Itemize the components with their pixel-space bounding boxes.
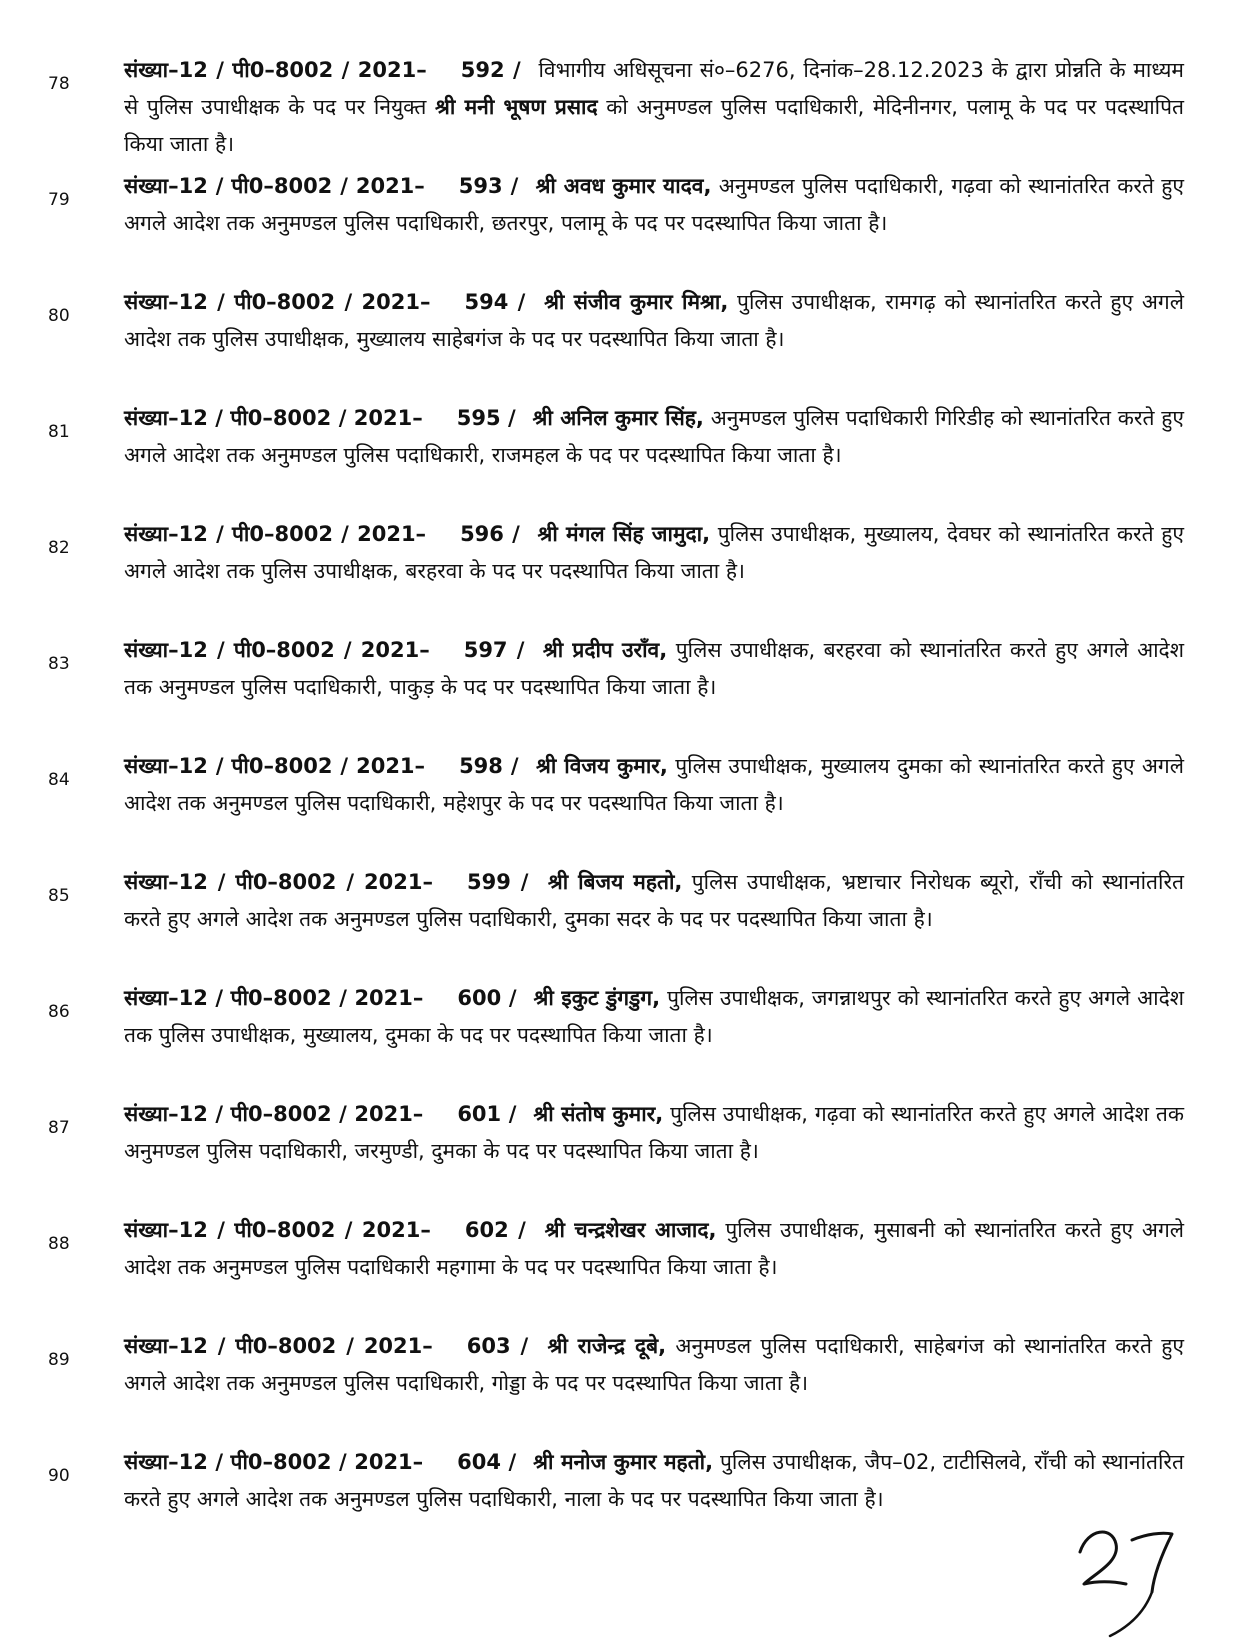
entry-text <box>124 1212 1184 1286</box>
reference-number: संख्या–12 / पी0–8002 / 2021– <box>124 1102 424 1126</box>
entry-post-text: को अनुमण्डल पुलिस पदाधिकारी, मेदिनीनगर, पलामू के पद पर पदस्थापित किया जाता है। <box>124 95 1185 156</box>
serial-number: 81 <box>48 422 70 442</box>
order-number: 599 / <box>466 870 529 894</box>
entry-text <box>124 52 1184 163</box>
reference-number: संख्या–12 / पी0–8002 / 2021– <box>124 1334 433 1358</box>
entry-text <box>124 864 1184 938</box>
entry-text <box>124 516 1184 590</box>
serial-number: 78 <box>48 74 70 94</box>
order-number: 595 / <box>456 406 516 430</box>
order-number: 601 / <box>457 1102 517 1126</box>
entry-post-text: पुलिस उपाधीक्षक, गढ़वा को स्थानांतरित करते हुए अगले आदेश तक अनुमण्डल पुलिस पदाधिकारी, जरमुण्डी, दुमका के पद पर पदस्थापित किया जाता है। <box>124 1102 1184 1163</box>
serial-number: 86 <box>48 1002 70 1022</box>
entry-text <box>124 980 1184 1054</box>
handwritten-signature <box>1050 1500 1220 1640</box>
serial-number: 90 <box>48 1466 70 1486</box>
serial-number: 87 <box>48 1118 70 1138</box>
officer-name: श्री इकुट डुंगडुग, <box>533 986 661 1010</box>
reference-number: संख्या–12 / पी0–8002 / 2021– <box>124 1450 424 1474</box>
reference-number: संख्या–12 / पी0–8002 / 2021– <box>124 290 431 314</box>
reference-number: संख्या–12 / पी0–8002 / 2021– <box>124 986 424 1010</box>
order-number: 598 / <box>459 754 519 778</box>
entry-post-text: अनुमण्डल पुलिस पदाधिकारी, साहेबगंज को स्थानांतरित करते हुए अगले आदेश तक अनुमण्डल पुलिस पदाधिकारी, गोड्डा के पद पर पदस्थापित किया जाता है। <box>124 1334 1185 1395</box>
entry-post-text: पुलिस उपाधीक्षक, मुख्यालय, देवघर को स्थानांतरित करते हुए अगले आदेश तक पुलिस उपाधीक्षक, बरहरवा के पद पर पदस्थापित किया जाता है। <box>124 522 1184 583</box>
order-number: 592 / <box>460 58 521 82</box>
reference-number: संख्या–12 / पी0–8002 / 2021– <box>124 638 430 662</box>
officer-name: श्री मनोज कुमार महतो, <box>533 1450 714 1474</box>
officer-name: श्री राजेन्द्र दूबे, <box>547 1334 667 1358</box>
officer-name: श्री बिजय महतो, <box>547 870 683 894</box>
officer-name: श्री अवध कुमार यादव, <box>535 174 712 198</box>
order-number: 597 / <box>463 638 525 662</box>
serial-number: 89 <box>48 1350 70 1370</box>
officer-name: श्री संतोष कुमार, <box>533 1102 664 1126</box>
entry-post-text: पुलिस उपाधीक्षक, रामगढ़ को स्थानांतरित करते हुए अगले आदेश तक पुलिस उपाधीक्षक, मुख्यालय साहेबगंज के पद पर पदस्थापित किया जाता है। <box>124 290 1184 351</box>
serial-number: 83 <box>48 654 70 674</box>
serial-number: 88 <box>48 1234 70 1254</box>
entry-text <box>124 748 1184 822</box>
entry-text <box>124 1444 1184 1518</box>
reference-number: संख्या–12 / पी0–8002 / 2021– <box>124 1218 431 1242</box>
entry-pre-text: विभागीय अधिसूचना सं०–6276, दिनांक–28.12.2023 के द्वारा प्रोन्नति के माध्यम से पुलिस उपाधीक्षक के पद पर नियुक्त <box>124 58 1184 119</box>
order-number: 604 / <box>457 1450 517 1474</box>
entry-post-text: अनुमण्डल पुलिस पदाधिकारी गिरिडीह को स्थानांतरित करते हुए अगले आदेश तक अनुमण्डल पुलिस पदाधिकारी, राजमहल के पद पर पदस्थापित किया जाता है। <box>124 406 1184 467</box>
order-number: 593 / <box>458 174 519 198</box>
order-number: 602 / <box>464 1218 526 1242</box>
entry-text <box>124 1096 1184 1170</box>
entry-text <box>124 400 1184 474</box>
entry-text <box>124 284 1184 358</box>
entry-post-text: पुलिस उपाधीक्षक, बरहरवा को स्थानांतरित करते हुए अगले आदेश तक अनुमण्डल पुलिस पदाधिकारी, पाकुड़ के पद पर पदस्थापित किया जाता है। <box>124 638 1184 699</box>
officer-name: श्री प्रदीप उराँव, <box>542 638 668 662</box>
order-number: 594 / <box>464 290 526 314</box>
serial-number: 80 <box>48 306 70 326</box>
entry-post-text: पुलिस उपाधीक्षक, मुसाबनी को स्थानांतरित करते हुए अगले आदेश तक अनुमण्डल पुलिस पदाधिकारी महगामा के पद पर पदस्थापित किया जाता है। <box>124 1218 1185 1279</box>
officer-name: श्री चन्द्रशेखर आजाद, <box>544 1218 717 1242</box>
officer-name: श्री मनी भूषण प्रसाद <box>435 95 598 119</box>
reference-number: संख्या–12 / पी0–8002 / 2021– <box>124 754 426 778</box>
entry-text <box>124 168 1184 242</box>
entry-post-text: पुलिस उपाधीक्षक, मुख्यालय दुमका को स्थानांतरित करते हुए अगले आदेश तक अनुमण्डल पुलिस पदाधिकारी, महेशपुर के पद पर पदस्थापित किया जाता है। <box>124 754 1184 815</box>
order-number: 600 / <box>457 986 517 1010</box>
officer-name: श्री विजय कुमार, <box>535 754 668 778</box>
serial-number: 79 <box>48 190 70 210</box>
entry-post-text: पुलिस उपाधीक्षक, भ्रष्टाचार निरोधक ब्यूरो, राँची को स्थानांतरित करते हुए अगले आदेश तक अनुमण्डल पुलिस पदाधिकारी, दुमका सदर के पद पर पदस्थापित किया जाता है। <box>124 870 1185 931</box>
reference-number: संख्या–12 / पी0–8002 / 2021– <box>124 522 427 546</box>
entry-post-text: अनुमण्डल पुलिस पदाधिकारी, गढ़वा को स्थानांतरित करते हुए अगले आदेश तक अनुमण्डल पुलिस पदाधिकारी, छतरपुर, पलामू के पद पर पदस्थापित किया जाता है। <box>124 174 1184 235</box>
entry-post-text: पुलिस उपाधीक्षक, जगन्नाथपुर को स्थानांतरित करते हुए अगले आदेश तक पुलिस उपाधीक्षक, मुख्यालय, दुमका के पद पर पदस्थापित किया जाता है। <box>124 986 1185 1047</box>
serial-number: 85 <box>48 886 70 906</box>
serial-number: 84 <box>48 770 70 790</box>
order-number: 596 / <box>460 522 520 546</box>
officer-name: श्री संजीव कुमार मिश्रा, <box>544 290 729 314</box>
reference-number: संख्या–12 / पी0–8002 / 2021– <box>124 58 427 82</box>
entry-post-text: पुलिस उपाधीक्षक, जैप–02, टाटीसिलवे, राँची को स्थानांतरित करते हुए अगले आदेश तक अनुमण्डल पुलिस पदाधिकारी, नाला के पद पर पदस्थापित किया जाता है। <box>124 1450 1184 1511</box>
reference-number: संख्या–12 / पी0–8002 / 2021– <box>124 870 433 894</box>
entry-text <box>124 632 1184 706</box>
officer-name: श्री मंगल सिंह जामुदा, <box>537 522 711 546</box>
reference-number: संख्या–12 / पी0–8002 / 2021– <box>124 406 423 430</box>
officer-name: श्री अनिल कुमार सिंह, <box>532 406 704 430</box>
reference-number: संख्या–12 / पी0–8002 / 2021– <box>124 174 425 198</box>
serial-number: 82 <box>48 538 70 558</box>
order-number: 603 / <box>466 1334 529 1358</box>
entry-text <box>124 1328 1184 1402</box>
